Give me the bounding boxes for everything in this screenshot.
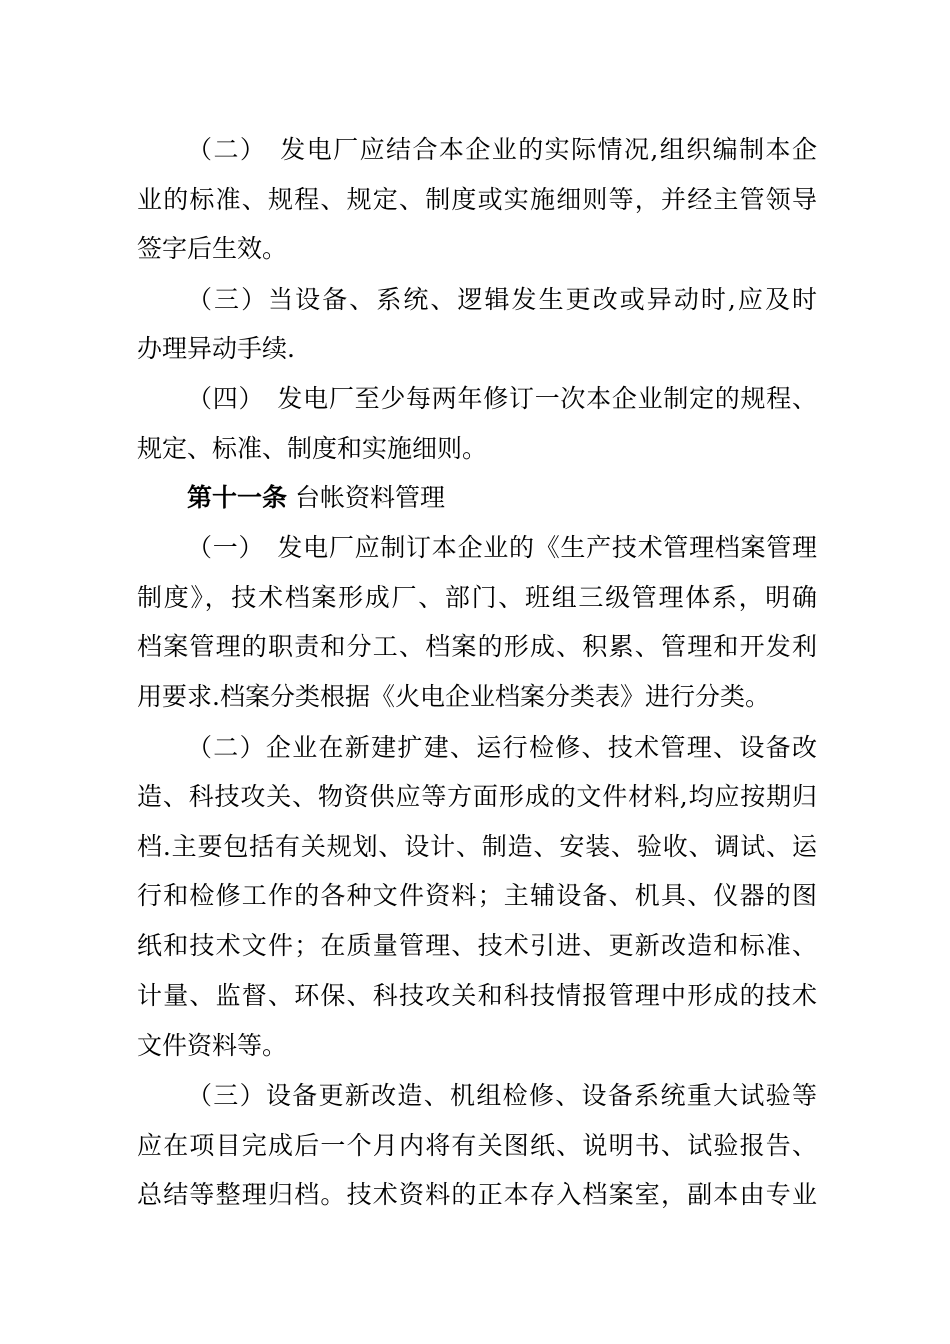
paragraph-line: 文件资料等。: [137, 1031, 288, 1060]
paragraph-line: 制度》，技术档案形成厂、部门、班组三级管理体系，明确: [137, 583, 817, 612]
article-heading: [187, 478, 817, 518]
paragraph-line: 业的标准、规程、规定、制度或实施细则等，并经主管领导: [137, 185, 817, 214]
paragraph-line: 应在项目完成后一个月内将有关图纸、说明书、试验报告、: [137, 1131, 817, 1160]
paragraph-line: （三）设备更新改造、机组检修、设备系统重大试验等: [187, 1081, 817, 1110]
article-title: 台帐资料管理: [294, 483, 445, 512]
paragraph-line: 档案管理的职责和分工、档案的形成、积累、管理和开发利: [137, 632, 817, 661]
paragraph-line: （三）当设备、系统、逻辑发生更改或异动时,应及时: [187, 285, 817, 314]
paragraph-line: 签字后生效。: [137, 234, 288, 263]
paragraph-line: （二） 发电厂应结合本企业的实际情况,组织编制本企: [187, 135, 817, 164]
paragraph-line: 用要求.档案分类根据《火电企业档案分类表》进行分类。: [137, 682, 770, 711]
article-number: 第十一条: [187, 483, 288, 512]
paragraph-line: 规定、标准、制度和实施细则。: [137, 434, 488, 463]
paragraph-line: （四） 发电厂至少每两年修订一次本企业制定的规程、: [187, 384, 817, 413]
paragraph-line: 档.主要包括有关规划、设计、制造、安装、验收、调试、运: [137, 832, 817, 861]
paragraph-line: （二）企业在新建扩建、运行检修、技术管理、设备改: [187, 733, 817, 762]
paragraph-line: 纸和技术文件；在质量管理、技术引进、更新改造和标准、: [137, 931, 817, 960]
paragraph-line: （一） 发电厂应制订本企业的《生产技术管理档案管理: [187, 533, 817, 562]
paragraph-line: 行和检修工作的各种文件资料；主辅设备、机具、仪器的图: [137, 881, 817, 910]
paragraph-line: 造、科技攻关、物资供应等方面形成的文件材料,均应按期归: [137, 782, 817, 811]
paragraph-line: 办理异动手续.: [137, 334, 295, 363]
paragraph-line: 计量、监督、环保、科技攻关和科技情报管理中形成的技术: [137, 981, 817, 1010]
paragraph-line: 总结等整理归档。技术资料的正本存入档案室，副本由专业: [137, 1180, 817, 1209]
